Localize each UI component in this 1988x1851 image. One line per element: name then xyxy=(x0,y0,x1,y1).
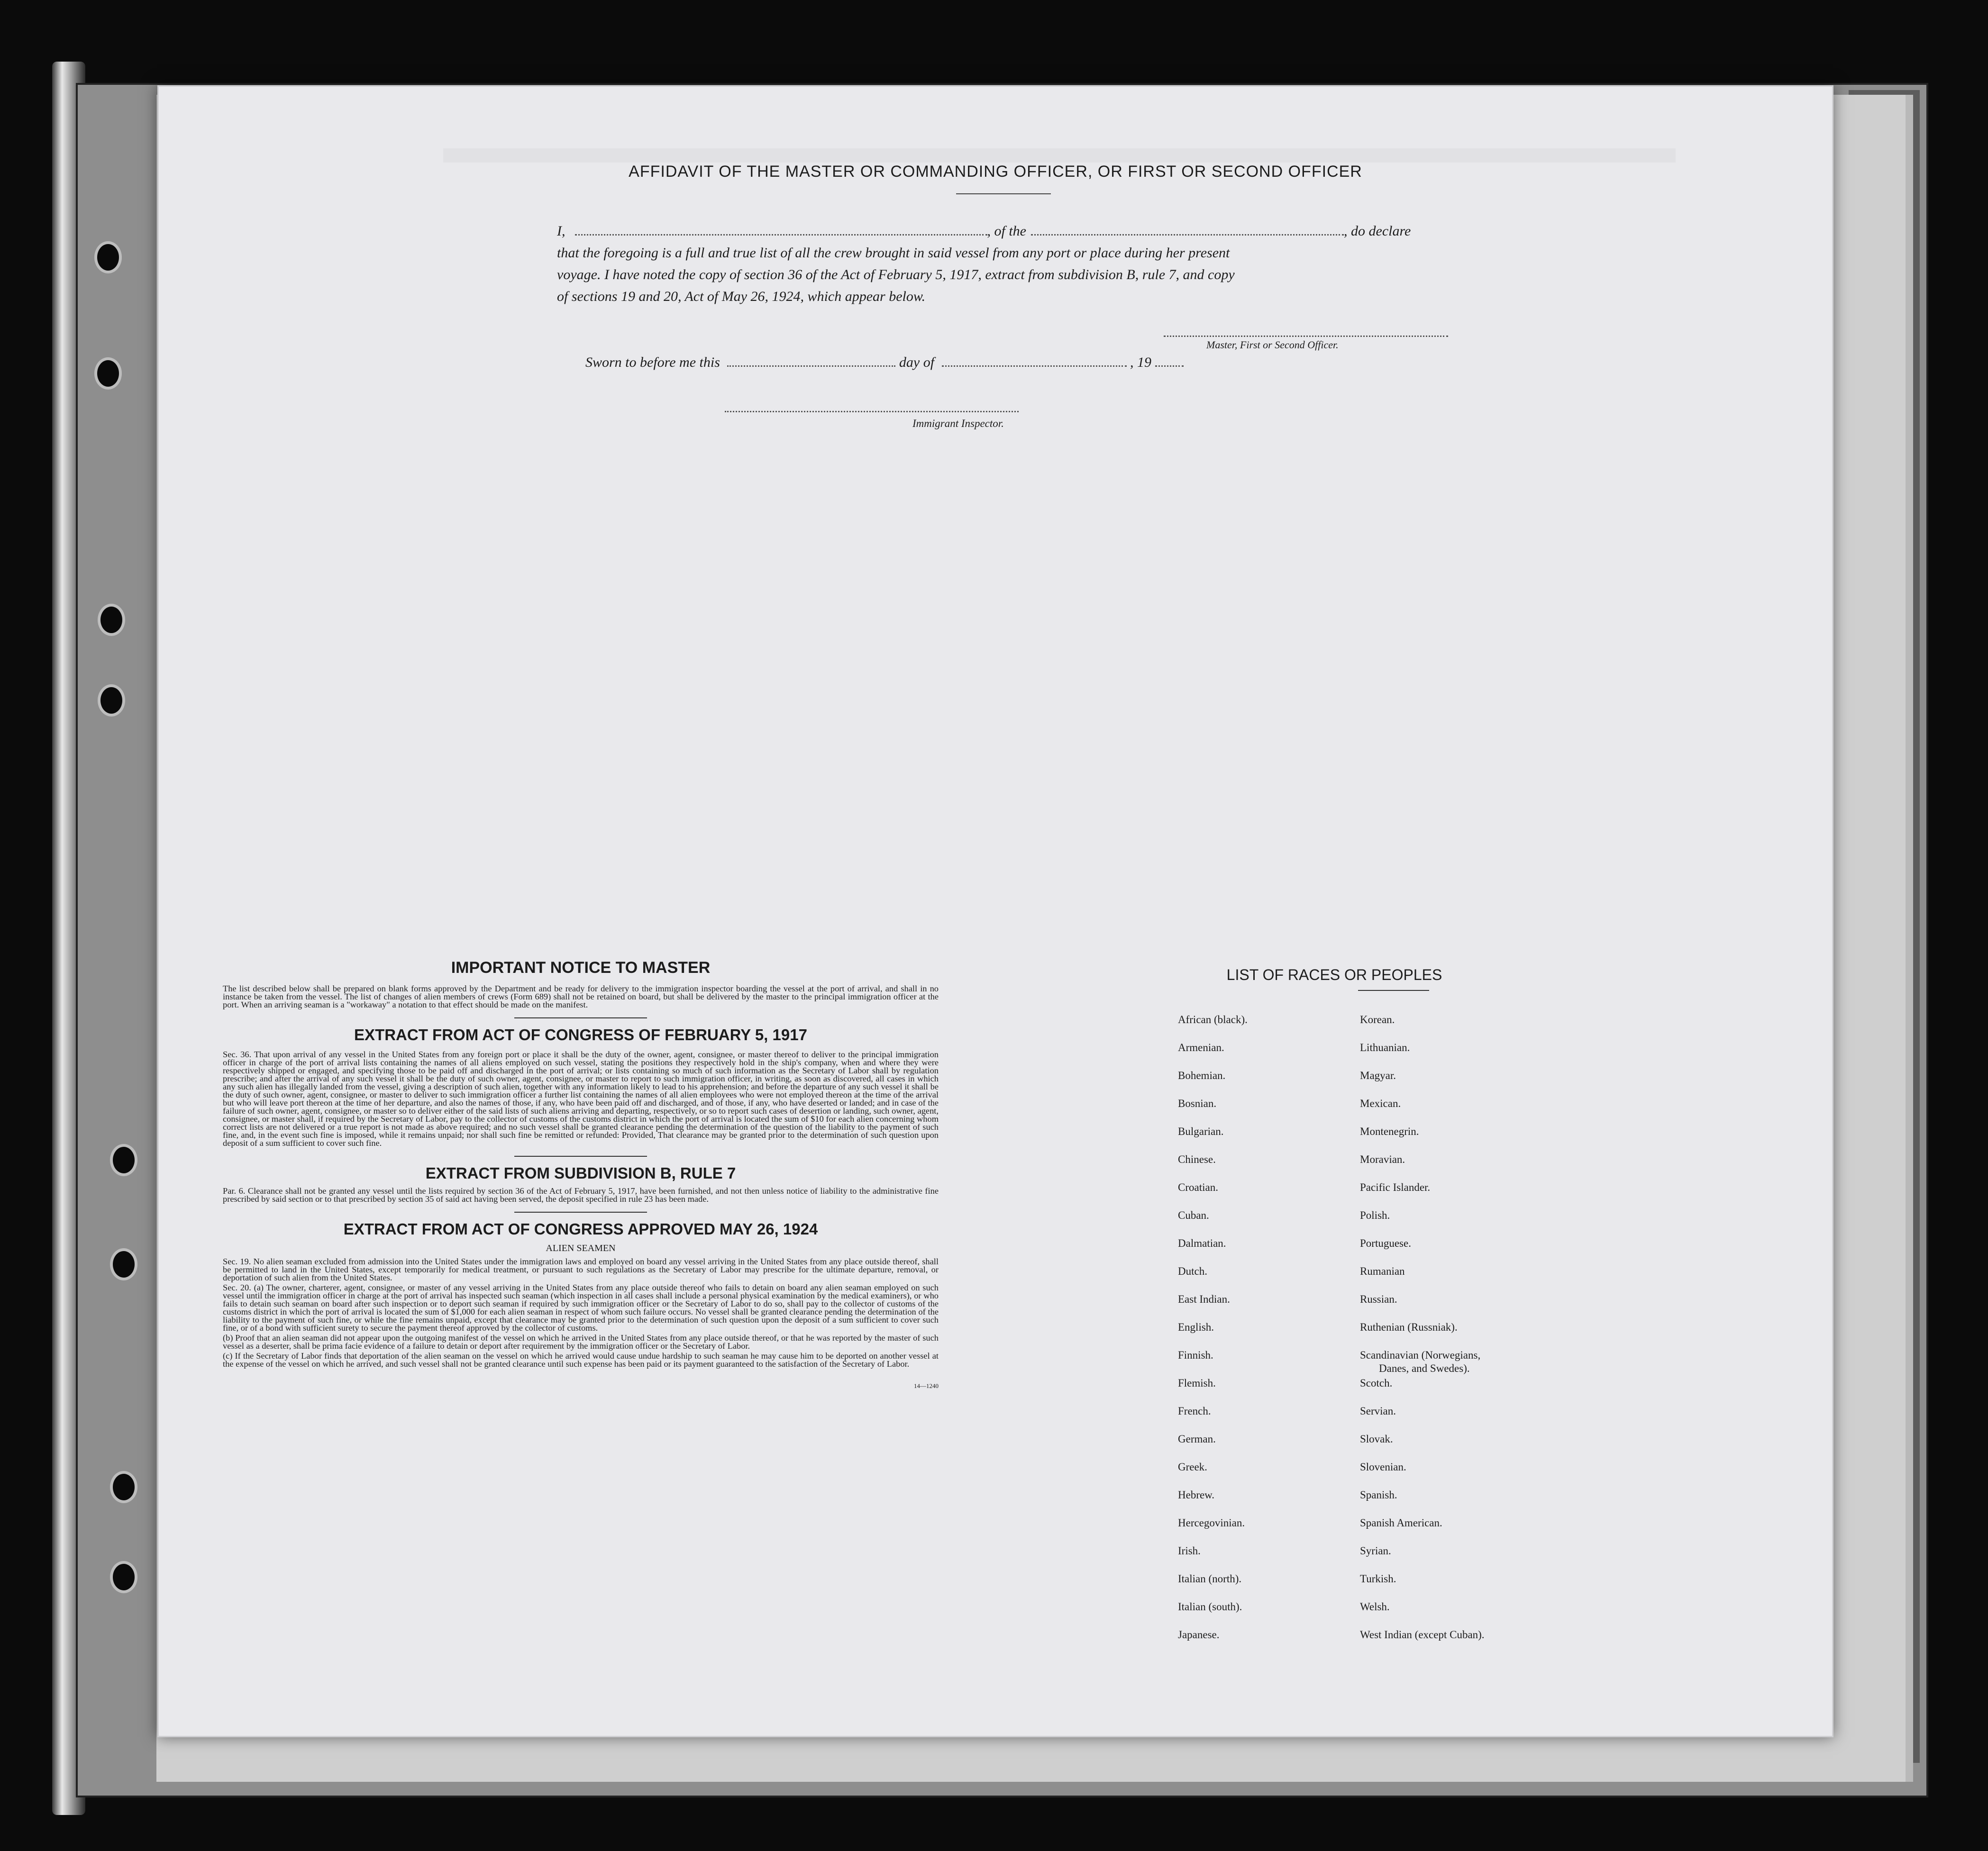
race-item-text: Ruthenian (Russniak). xyxy=(1360,1321,1458,1333)
race-item-text: Mexican. xyxy=(1360,1098,1401,1109)
race-item-text: Polish. xyxy=(1360,1209,1390,1221)
declaration-line-4: of sections 19 and 20, Act of May 26, 1924, which appear below. xyxy=(557,289,926,304)
master-name-blank[interactable] xyxy=(575,234,987,236)
race-item-text: Magyar. xyxy=(1360,1070,1396,1081)
extract-1924-title: EXTRACT FROM ACT OF CONGRESS APPROVED MAY 26, 1924 xyxy=(343,1220,818,1238)
race-item xyxy=(1360,1600,1485,1628)
declaration-text: I, xyxy=(557,223,565,239)
notices-column xyxy=(223,959,939,1390)
master-signature-caption: Master, First or Second Officer. xyxy=(1206,339,1339,351)
race-item xyxy=(1360,1488,1485,1516)
race-item xyxy=(1360,1181,1485,1209)
sec-20a-text: Sec. 20. (a) The owner, charterer, agent, consignee, or master of any vessel arriving in the United States from any place outside thereof who fails to detain on board any alien seaman employed on such vessel until the immigration officer in charge at the port of arrival has inspected such seaman (which inspection in all cases shall include a personal physical examination by the medical examiners), or who fails to detain such seaman on board after such inspection or to deport such seaman if required by such immigration officer or the Secretary of Labor to do so, shall pay to the collector of customs of the customs district in which the port of arrival is located the sum of $1,000 for each alien seaman in respect of whom such failure occurs. No vessel shall be granted clearance pending the determination of the liability to the payment of such fine, or while the fine remains unpaid, except that clearance may be granted prior to the determination of such question upon the deposit of a sum sufficient to cover such fine, or of a bond with sufficient surety to secure the payment thereof approved by the collector of customs. xyxy=(223,1283,939,1333)
race-item: Cuban. xyxy=(1178,1209,1209,1221)
sec-20b-text: (b) Proof that an alien seaman did not appear upon the outgoing manifest of the vessel on which he arrived in the United States from any place outside thereof, or that he was reported by the master of such vessel as a deserter, shall be prima facie evidence of a failure to detain or deport after requirement by the immigration officer or the Secretary of Labor. xyxy=(223,1333,939,1351)
race-item-text: Pacific Islander. xyxy=(1360,1181,1431,1193)
race-item-text: Montenegrin. xyxy=(1360,1125,1419,1137)
form-number: 14—1240 xyxy=(914,1382,939,1389)
extract-1917-body: Sec. 36. That upon arrival of any vessel in the United States from any foreign port or place it shall be the duty of the owner, agent, consignee, or master thereof to deliver to the principal immigration officer in charge of the port of arrival lists containing the names of all aliens employed on such vessel, stating the positions they respectively hold in the ship's company, when and where they were respectively shipped or engaged, and specifying those to be paid off and discharged in the port of arrival; or lists containing so much of such information as the Secretary of Labor shall by regulation prescribe; and after the arrival of any such vessel it shall be the duty of such owner, agent, consignee, or master to report to such immigration officer, in writing, as soon as discovered, all cases in which any such alien has illegally landed from the vessel, giving a description of such alien, together with any information likely to lead to his apprehension; and before the departure of any such vessel it shall be the duty of such owner, agent, consignee, or master to deliver to such immigration officer a further list containing the names of all alien employees who were not employed thereon at the time of the arrival but who will leave port thereon at the time of her departure, and also the names of those, if any, who have been paid off and discharged, and of those, if any, who have deserted or landed; and in case of the failure of such owner, agent, consignee, or master so to deliver either of the said lists of such aliens arriving and departing, respectively, or so to report such cases of desertion or landing, such owner, agent, consignee, or master shall, if required by the Secretary of Labor, pay to the collector of customs of the customs district in which the port of arrival is located the sum of $10 for each alien concerning whom correct lists are not delivered or a true report is not made as above required; and no such vessel shall be granted clearance pending the determination of the question of the liability to the payment of such fine, and, in the event such fine is imposed, while it remains unpaid; nor shall such fine be remitted or refunded: Provided, That clearance may be granted prior to the determination of such question upon deposit of a sum sufficient to cover such fine. xyxy=(223,1050,939,1148)
race-item-text: Slovenian. xyxy=(1360,1461,1406,1473)
extract-1917-title: EXTRACT FROM ACT OF CONGRESS OF FEBRUARY 5, 1917 xyxy=(354,1026,807,1043)
sworn-line xyxy=(585,354,1184,371)
binder-hole xyxy=(113,1147,135,1173)
race-item: Bulgarian. xyxy=(1178,1125,1224,1137)
race-item-text: Rumanian xyxy=(1360,1265,1405,1277)
race-item-text: Scandinavian (Norwegians, xyxy=(1360,1349,1481,1361)
race-item xyxy=(1360,1265,1485,1293)
race-item: Finnish. xyxy=(1178,1349,1213,1361)
race-item xyxy=(1360,1377,1485,1405)
race-item: Dutch. xyxy=(1178,1265,1207,1277)
race-item-text: Scotch. xyxy=(1360,1377,1393,1389)
bleed-through xyxy=(443,148,1676,163)
race-item: Armenian. xyxy=(1178,1042,1224,1053)
races-list-left xyxy=(1178,1013,1248,1656)
race-item xyxy=(1360,1628,1485,1656)
rule-7-body: Par. 6. Clearance shall not be granted any vessel until the lists required by section 36 of the Act of February 5, 1917, have been furnished, and not then unless notice of liability to the administrative fine prescribed by said section or to that prescribed by section 35 of said act having been served, the deposit specified in rule 23 has been made. xyxy=(223,1186,939,1204)
inspector-signature-line[interactable] xyxy=(725,411,1019,412)
notice-body: The list described below shall be prepared on blank forms approved by the Department and be ready for delivery to the immigration inspector boarding the vessel at the port of arrival, and shall in no instance be taken from the vessel. The list of changes of alien members of crews (Form 689) shall not be retained on board, but shall be delivered by the master to the principal immigration officer at the port. When an arriving seaman is a "workaway" a notation to that effect should be made on the manifest. xyxy=(223,984,939,1009)
race-item: East Indian. xyxy=(1178,1293,1230,1305)
race-item-text: West Indian (except Cuban). xyxy=(1360,1629,1485,1641)
section-divider xyxy=(514,1017,647,1018)
inspector-caption: Immigrant Inspector. xyxy=(912,417,1004,429)
race-item: Bohemian. xyxy=(1178,1070,1226,1081)
race-item: Dalmatian. xyxy=(1178,1237,1226,1249)
race-item-text: Moravian. xyxy=(1360,1153,1405,1165)
race-item xyxy=(1360,1321,1485,1349)
sworn-month-blank[interactable] xyxy=(942,365,1127,367)
race-item-text: Slovak. xyxy=(1360,1433,1393,1445)
section-divider xyxy=(514,1212,647,1213)
races-list-right xyxy=(1360,1013,1485,1656)
race-item-text: Syrian. xyxy=(1360,1545,1391,1557)
race-item xyxy=(1360,1013,1485,1041)
binder-hole xyxy=(97,244,119,271)
race-item xyxy=(1360,1209,1485,1237)
race-item-text: Spanish American. xyxy=(1360,1517,1442,1529)
race-item-text: Spanish. xyxy=(1360,1489,1397,1501)
race-item-text: Russian. xyxy=(1360,1293,1397,1305)
declaration-line-3: voyage. I have noted the copy of section 36 of the Act of February 5, 1917, extract from subdivision B, rule 7, and copy xyxy=(557,267,1235,282)
race-item: German. xyxy=(1178,1433,1216,1445)
race-item: Italian (north). xyxy=(1178,1573,1242,1585)
race-item-text: Servian. xyxy=(1360,1405,1396,1417)
rule-7-title: EXTRACT FROM SUBDIVISION B, RULE 7 xyxy=(425,1164,736,1182)
notice-title: IMPORTANT NOTICE TO MASTER xyxy=(451,959,711,977)
race-item: Flemish. xyxy=(1178,1377,1216,1389)
binder-hole xyxy=(113,1251,135,1278)
race-item: Hebrew. xyxy=(1178,1489,1215,1501)
races-title: LIST OF RACES OR PEOPLES xyxy=(1226,966,1442,983)
section-divider xyxy=(514,1156,647,1157)
race-item-text: Welsh. xyxy=(1360,1601,1390,1613)
declaration-text: , of the xyxy=(987,223,1026,239)
race-item: Italian (south). xyxy=(1178,1601,1242,1613)
race-item: Chinese. xyxy=(1178,1153,1216,1165)
sworn-day-blank[interactable] xyxy=(727,365,895,367)
binder-hole xyxy=(113,1474,135,1500)
sworn-year-blank[interactable] xyxy=(1155,365,1184,367)
races-rule xyxy=(1358,990,1429,991)
sec-20c-text: (c) If the Secretary of Labor finds that deportation of the alien seaman on the vessel on which he arrived would cause undue hardship to such seaman he may cause him to be deported on another vessel at the expense of the vessel on which he arrived, and such vessel shall not be granted clearance until such expense has been paid or its payment guaranteed to the satisfaction of the Secretary of Labor. xyxy=(223,1351,939,1369)
race-item: English. xyxy=(1178,1321,1214,1333)
sworn-text: Sworn to before me this xyxy=(585,354,720,370)
race-item xyxy=(1360,1433,1485,1461)
race-item xyxy=(1360,1516,1485,1544)
sworn-text: day of xyxy=(899,354,935,370)
declaration-text: , do declare xyxy=(1344,223,1411,239)
affidavit-declaration xyxy=(557,220,1619,308)
race-item: Bosnian. xyxy=(1178,1098,1217,1109)
race-item xyxy=(1360,1572,1485,1600)
title-rule xyxy=(956,193,1051,194)
race-item-text: Lithuanian. xyxy=(1360,1042,1410,1053)
binder-hole xyxy=(100,687,122,714)
race-item xyxy=(1360,1405,1485,1433)
binder-hole xyxy=(100,607,122,633)
race-item: Irish. xyxy=(1178,1545,1201,1557)
sec-19-text: Sec. 19. No alien seaman excluded from admission into the United States under the immigration laws and employed on board any vessel arriving in the United States from any place outside thereof, shall be permitted to land in the United States, except temporarily for medical treatment, or pursuant to such regulations as the Secretary of Labor may prescribe for the ultimate departure, removal, or deportation of such alien from the United States. xyxy=(223,1257,939,1282)
binder-hole xyxy=(113,1564,135,1590)
race-item: French. xyxy=(1178,1405,1211,1417)
race-item: African (black). xyxy=(1178,1014,1248,1025)
race-item: Greek. xyxy=(1178,1461,1207,1473)
race-item xyxy=(1360,1237,1485,1265)
race-item xyxy=(1360,1041,1485,1069)
race-item xyxy=(1360,1293,1485,1321)
binder-hole xyxy=(97,360,119,387)
race-item-text: Korean. xyxy=(1360,1014,1395,1025)
master-signature-line[interactable] xyxy=(1164,336,1448,338)
race-item xyxy=(1360,1097,1485,1125)
declaration-line-1 xyxy=(557,220,1619,242)
race-item-text: Turkish. xyxy=(1360,1573,1396,1585)
race-item xyxy=(1360,1125,1485,1153)
race-item: Croatian. xyxy=(1178,1181,1218,1193)
race-item xyxy=(1360,1153,1485,1181)
declaration-line-2: that the foregoing is a full and true list of all the crew brought in said vessel from any port or place during her present xyxy=(557,245,1230,261)
vessel-name-blank[interactable] xyxy=(1031,234,1344,236)
race-item: Japanese. xyxy=(1178,1629,1220,1641)
race-item-text: Portuguese. xyxy=(1360,1237,1411,1249)
race-item xyxy=(1360,1544,1485,1572)
alien-seamen-subtitle: ALIEN SEAMEN xyxy=(546,1243,616,1253)
affidavit-page xyxy=(157,85,1833,1737)
affidavit-title: AFFIDAVIT OF THE MASTER OR COMMANDING OFFICER, OR FIRST OR SECOND OFFICER xyxy=(629,163,1362,181)
race-item: Hercegovinian. xyxy=(1178,1517,1245,1529)
race-item xyxy=(1360,1069,1485,1097)
race-item xyxy=(1360,1461,1485,1488)
race-item-continuation: Danes, and Swedes). xyxy=(1379,1362,1470,1374)
race-item xyxy=(1360,1349,1485,1377)
sworn-text: , 19 xyxy=(1130,354,1152,370)
